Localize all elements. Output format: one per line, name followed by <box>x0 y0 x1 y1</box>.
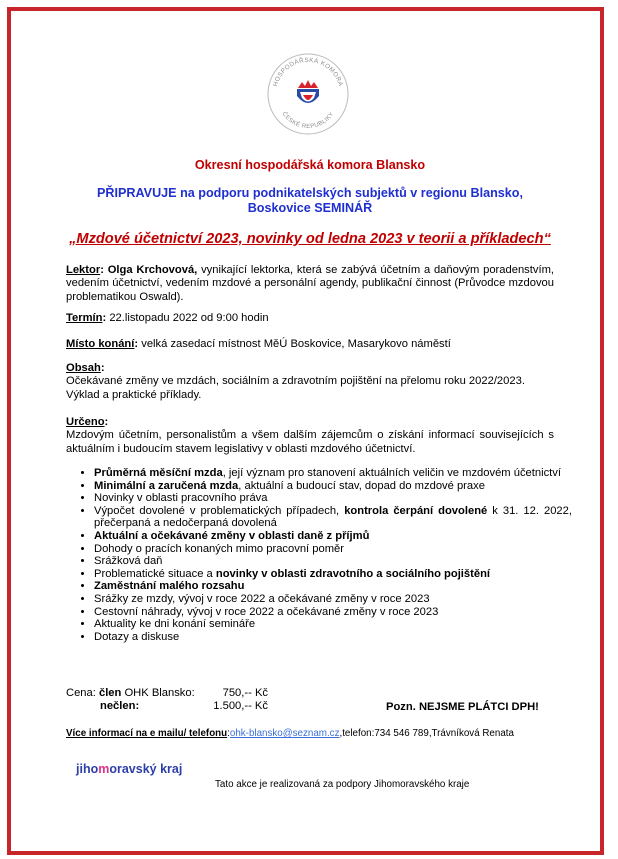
price-table <box>66 687 268 713</box>
list-item: • Zaměstnání malého rozsahu <box>94 580 572 593</box>
nonmember-price: 1.500,-- Kč <box>213 700 268 712</box>
topics-list <box>76 467 572 643</box>
contact-info: Více informací na e mailu/ telefonu:ohk-blansko@seznam.cz,telefon:734 546 789,Trávníková Renata <box>66 728 514 739</box>
member-price: 750,-- Kč <box>222 687 268 699</box>
contact-label: Více informací na e mailu/ telefonu <box>66 728 228 739</box>
venue-value: velká zasedací místnost MěÚ Boskovice, Masarykovo náměstí <box>141 338 451 350</box>
audience-text: Mzdovým účetním, personalistům a všem dalším zájemcům o získání informací souvisejících s aktuálním i budoucím stavem legislativy v oblasti mzdového účetnictví. <box>66 429 554 455</box>
list-item: • Problematické situace a novinky v oblasti zdravotního a sociálního pojištění <box>94 568 572 581</box>
vat-note: Pozn. NEJSME PLÁTCI DPH! <box>386 701 539 713</box>
chamber-of-commerce-logo <box>266 52 350 136</box>
list-item: • Cestovní náhrady, vývoj v roce 2022 a očekávané změny v roce 2023 <box>94 606 572 619</box>
footer-support-text: Tato akce je realizovaná za podpory Jihomoravského kraje <box>215 779 470 790</box>
list-item: • Minimální a zaručená mzda, aktuální a budoucí stav, dopad do mzdové praxe <box>94 480 572 493</box>
list-item: • Dohody o pracích konaných mimo pracovní poměr <box>94 543 572 556</box>
list-item: • Průměrná měsíční mzda, její význam pro stanovení aktuálních veličin ve mzdovém účetnictví <box>94 467 572 480</box>
termin-value: 22.listopadu 2022 od 9:00 hodin <box>109 312 269 324</box>
price-label: Cena: <box>66 687 96 699</box>
member-label: člen <box>98 687 122 699</box>
lektor-name: Olga Krchovová, <box>107 264 198 276</box>
lektor-section: Lektor: Olga Krchovová, vynikající lektorka, která se zabývá účetním a daňovým poradenstvím, vedením účetnictví, vedením mzdové a personální agendy, publikační činnost (Průvodce mzdovou problematikou Oswald). <box>66 264 555 303</box>
announcement-line-1: PŘIPRAVUJE na podporu podnikatelských subjektů v regionu Blansko, <box>97 186 523 200</box>
member-org: OHK Blansko: <box>121 687 195 699</box>
termin-label: Termín <box>66 312 103 324</box>
termin-section: Termín: 22.listopadu 2022 od 9:00 hodin <box>66 312 269 324</box>
lektor-description: vynikající lektorka, která se zabývá účetním a daňovým poradenstvím, vedením účetnictví, vedením mzdové a personální agendy, publikační činnost (Průvodce mzdovou problematikou Oswald). <box>66 264 555 303</box>
list-item: • Aktuality ke dni konání semináře <box>94 618 572 631</box>
list-item: • Novinky v oblasti pracovního práva <box>94 492 572 505</box>
nonmember-label: nečlen: <box>100 700 140 712</box>
announcement-line-2: Boskovice SEMINÁŘ <box>247 201 373 215</box>
list-item: • Srážky ze mzdy, vývoj v roce 2022 a očekávané změny v roce 2023 <box>94 593 572 606</box>
lektor-label: Lektor <box>66 264 101 276</box>
list-item: • Výpočet dovolené v problematických případech, kontrola čerpání dovolené k 31. 12. 2022, přečerpaná a nedočerpaná dovolená <box>94 505 572 530</box>
venue-section: Místo konání: velká zasedací místnost MěÚ Boskovice, Masarykovo náměstí <box>66 338 451 350</box>
svg-text:HOSPODÁŘSKÁ KOMORA: HOSPODÁŘSKÁ KOMORA <box>271 56 345 88</box>
audience-label: Určeno <box>66 416 105 428</box>
seminar-title: „Mzdové účetnictví 2023, novinky od ledna 2023 v teorii a příkladech“ <box>69 231 551 247</box>
region-logo: jihomoravský kraj <box>76 762 183 776</box>
content-text: Očekávané změny ve mzdách, sociálním a zdravotním pojištění na přelomu roku 2022/2023. Výklad a praktické příklady. <box>66 375 525 401</box>
list-item: • Dotazy a diskuse <box>94 631 572 644</box>
organizer-name: Okresní hospodářská komora Blansko <box>194 158 426 172</box>
content-section: Obsah: Očekávané změny ve mzdách, sociálním a zdravotním pojištění na přelomu roku 2022/2023. Výklad a praktické příklady. <box>66 362 554 402</box>
email-link[interactable]: ohk-blansko@seznam.cz <box>229 728 340 739</box>
svg-text:ČESKÉ REPUBLIKY: ČESKÉ REPUBLIKY <box>280 111 336 131</box>
content-label: Obsah <box>66 362 101 374</box>
venue-label: Místo konání <box>66 338 135 350</box>
list-item: • Srážková daň <box>94 555 572 568</box>
contact-rest: ,telefon:734 546 789,Trávníková Renata <box>339 728 514 739</box>
list-item: • Aktuální a očekávané změny v oblasti daně z příjmů <box>94 530 572 543</box>
audience-section: Určeno: Mzdovým účetním, personalistům a všem dalším zájemcům o získání informací souvisejících s aktuálním i budoucím stavem legislativy v oblasti mzdového účetnictví. <box>66 416 554 455</box>
